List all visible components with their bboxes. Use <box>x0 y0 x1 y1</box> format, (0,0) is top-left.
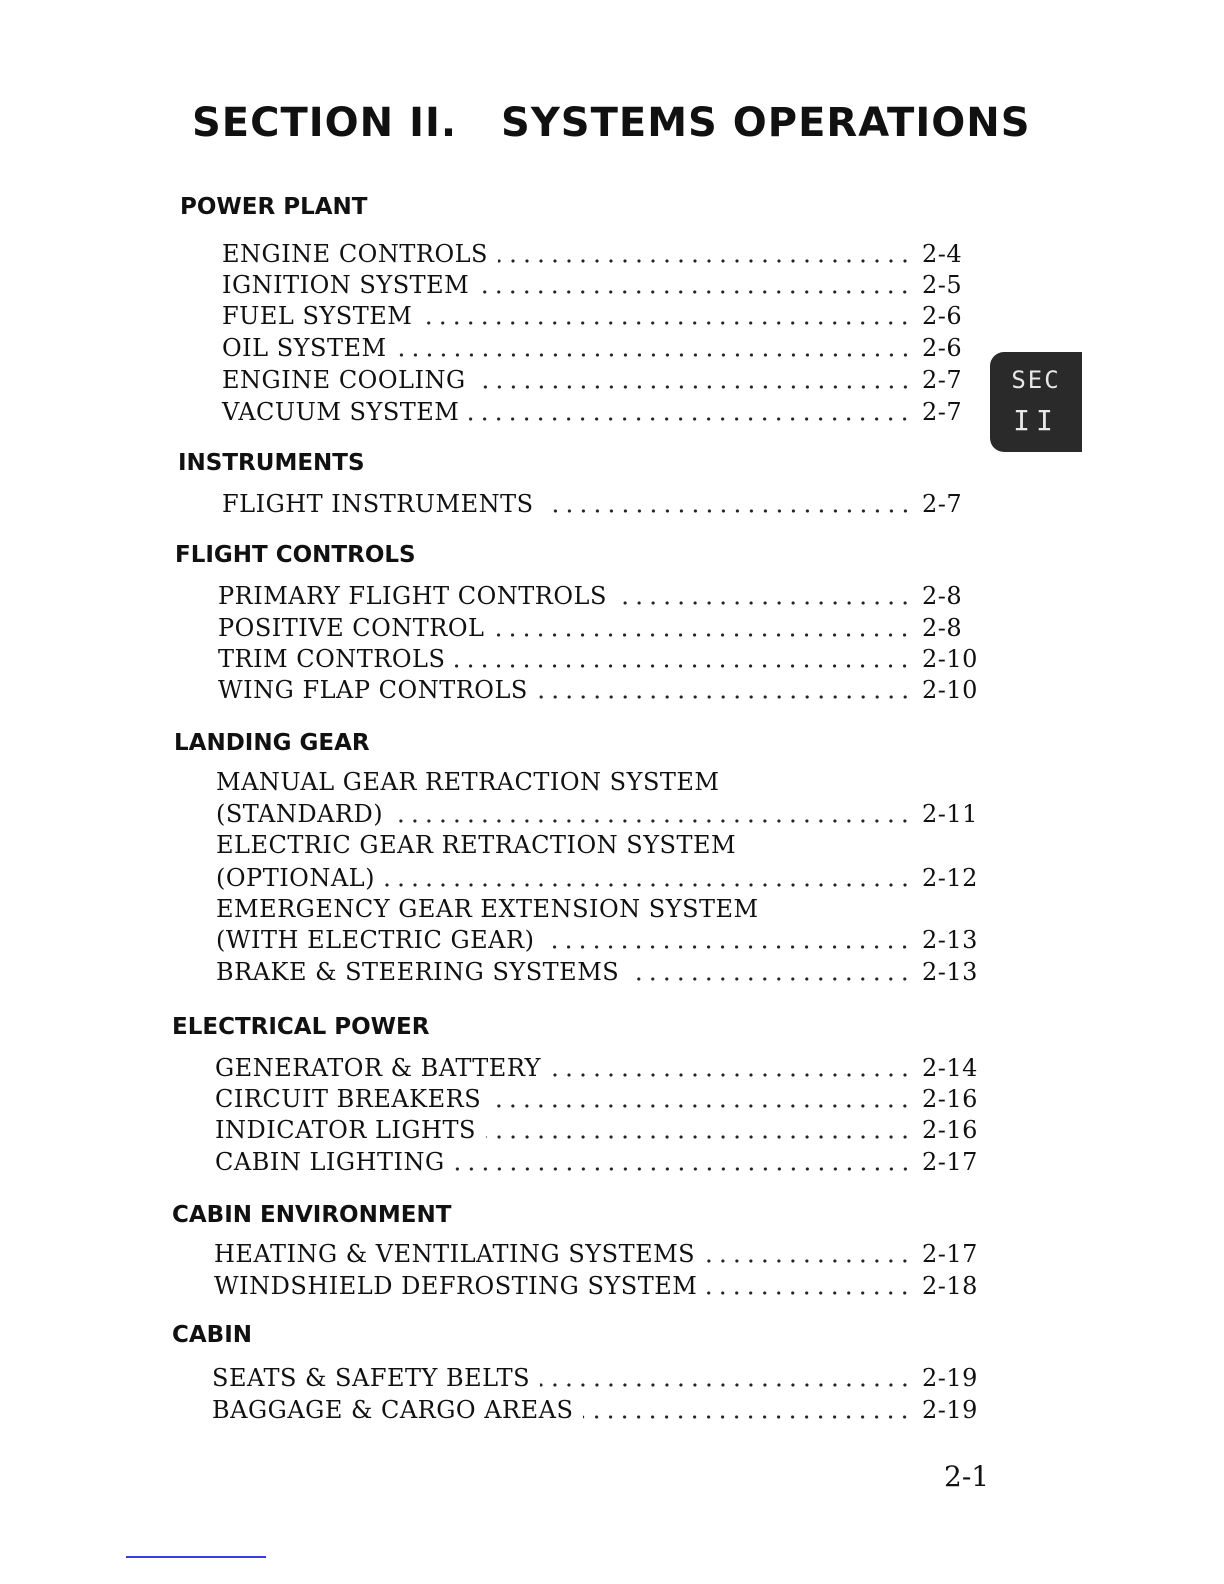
toc-entry-page: 2-13 <box>922 926 978 954</box>
toc-entry-page: 2-18 <box>922 1272 978 1300</box>
toc-entry-label: SEATS & SAFETY BELTS <box>212 1364 531 1392</box>
toc-leader-dots <box>486 1134 912 1140</box>
toc-entry-page: 2-19 <box>922 1396 978 1424</box>
toc-leader-dots <box>476 384 912 390</box>
toc-entry[interactable] <box>218 643 980 675</box>
toc-leader-dots <box>491 1103 912 1109</box>
toc-entry-page: 2-10 <box>922 676 978 704</box>
toc-entry-page: 2-4 <box>922 240 963 268</box>
toc-entry[interactable] <box>222 488 980 520</box>
toc-entry-label: MANUAL GEAR RETRACTION SYSTEM <box>216 768 720 796</box>
toc-leader-dots <box>551 1072 912 1078</box>
toc-entry-page: 2-7 <box>922 366 963 394</box>
toc-section-heading: ELECTRICAL POWER <box>172 1014 430 1040</box>
toc-leader-dots <box>455 663 912 669</box>
toc-entry-page: 2-13 <box>922 958 978 986</box>
toc-entry-label: CIRCUIT BREAKERS <box>215 1085 482 1113</box>
toc-entry-page: 2-6 <box>922 334 963 362</box>
toc-entry[interactable] <box>222 238 980 270</box>
toc-leader-dots <box>617 600 912 606</box>
toc-leader-dots <box>707 1290 912 1296</box>
toc-entry-label: INDICATOR LIGHTS <box>215 1116 476 1144</box>
toc-entry-label: TRIM CONTROLS <box>218 645 446 673</box>
toc-entry-page: 2-17 <box>922 1148 978 1176</box>
toc-entry-page: 2-8 <box>922 582 963 610</box>
toc-leader-dots <box>393 818 912 824</box>
toc-entry[interactable] <box>216 893 980 925</box>
toc-section-heading: POWER PLANT <box>180 194 368 220</box>
toc-entry-page: 2-6 <box>922 302 963 330</box>
toc-leader-dots <box>629 976 912 982</box>
toc-section-heading: CABIN ENVIRONMENT <box>172 1202 452 1228</box>
toc-entry[interactable] <box>215 1146 980 1178</box>
toc-entry-page: 2-16 <box>922 1085 978 1113</box>
toc-entry[interactable] <box>216 924 980 956</box>
page-number: 2-1 <box>944 1460 990 1493</box>
toc-entry-page: 2-8 <box>922 614 963 642</box>
toc-entry-page: 2-16 <box>922 1116 978 1144</box>
toc-entry-page: 2-7 <box>922 490 963 518</box>
footer-rule <box>126 1556 266 1558</box>
toc-entry[interactable] <box>218 612 980 644</box>
toc-leader-dots <box>479 289 912 295</box>
toc-section-heading: INSTRUMENTS <box>178 450 365 476</box>
toc-leader-dots <box>469 416 912 422</box>
toc-entry-label: VACUUM SYSTEM <box>222 398 460 426</box>
section-side-tab <box>990 352 1082 452</box>
toc-entry-page: 2-7 <box>922 398 963 426</box>
toc-entry[interactable] <box>212 1362 980 1394</box>
toc-entry-label: (STANDARD) <box>216 800 384 828</box>
toc-entry-label: IGNITION SYSTEM <box>222 271 470 299</box>
toc-entry[interactable] <box>215 1083 980 1115</box>
section-title <box>192 100 1031 146</box>
toc-entry-label: WING FLAP CONTROLS <box>218 676 528 704</box>
toc-entry-label: ELECTRIC GEAR RETRACTION SYSTEM <box>216 831 737 859</box>
toc-entry-page: 2-10 <box>922 645 978 673</box>
toc-leader-dots <box>422 320 912 326</box>
toc-entry-page: 2-19 <box>922 1364 978 1392</box>
toc-entry-label: (WITH ELECTRIC GEAR) <box>216 926 535 954</box>
side-tab-line1: SEC <box>1011 366 1061 394</box>
toc-entry[interactable] <box>212 1394 980 1426</box>
toc-entry-label: WINDSHIELD DEFROSTING SYSTEM <box>214 1272 698 1300</box>
toc-entry[interactable] <box>222 396 980 428</box>
toc-entry[interactable] <box>216 829 980 861</box>
toc-entry[interactable] <box>215 1052 980 1084</box>
toc-entry-label: BAGGAGE & CARGO AREAS <box>212 1396 574 1424</box>
toc-entry-label: ENGINE CONTROLS <box>222 240 488 268</box>
toc-entry-label: POSITIVE CONTROL <box>218 614 485 642</box>
toc-entry-page: 2-12 <box>922 864 978 892</box>
toc-entry-label: EMERGENCY GEAR EXTENSION SYSTEM <box>216 895 759 923</box>
toc-entry-label: OIL SYSTEM <box>222 334 387 362</box>
toc-entry-page: 2-5 <box>922 271 963 299</box>
toc-leader-dots <box>494 632 912 638</box>
toc-entry-page: 2-17 <box>922 1240 978 1268</box>
toc-entry[interactable] <box>222 364 980 396</box>
toc-leader-dots <box>538 694 912 700</box>
toc-entry-label: ENGINE COOLING <box>222 366 466 394</box>
toc-entry[interactable] <box>222 332 980 364</box>
toc-entry[interactable] <box>214 1270 980 1302</box>
toc-entry[interactable] <box>216 798 980 830</box>
toc-entry[interactable] <box>218 580 980 612</box>
toc-section-heading: LANDING GEAR <box>174 730 370 756</box>
toc-entry-label: CABIN LIGHTING <box>215 1148 445 1176</box>
toc-entry-label: (OPTIONAL) <box>216 864 375 892</box>
section-title-number: SECTION II. <box>192 100 458 146</box>
section-title-name: SYSTEMS OPERATIONS <box>501 100 1031 146</box>
toc-entry-label: FLIGHT INSTRUMENTS <box>222 490 534 518</box>
toc-leader-dots <box>544 508 912 514</box>
toc-section-heading: CABIN <box>172 1322 253 1348</box>
toc-entry-label: PRIMARY FLIGHT CONTROLS <box>218 582 607 610</box>
toc-leader-dots <box>540 1382 912 1388</box>
toc-leader-dots <box>705 1258 912 1264</box>
toc-entry[interactable] <box>214 1238 980 1270</box>
toc-section-heading: FLIGHT CONTROLS <box>175 542 416 568</box>
toc-entry[interactable] <box>222 269 980 301</box>
toc-leader-dots <box>544 944 912 950</box>
side-tab-line2: II <box>1013 404 1059 437</box>
toc-entry[interactable] <box>218 674 980 706</box>
toc-leader-dots <box>385 882 912 888</box>
toc-entry[interactable] <box>216 862 980 894</box>
toc-entry-label: BRAKE & STEERING SYSTEMS <box>216 958 620 986</box>
toc-entry-page: 2-14 <box>922 1054 978 1082</box>
toc-leader-dots <box>583 1414 912 1420</box>
toc-leader-dots <box>397 352 912 358</box>
toc-leader-dots <box>498 258 912 264</box>
toc-entry-label: HEATING & VENTILATING SYSTEMS <box>214 1240 696 1268</box>
toc-entry-page: 2-11 <box>922 800 978 828</box>
toc-entry[interactable] <box>216 766 980 798</box>
toc-leader-dots <box>455 1166 912 1172</box>
toc-entry[interactable] <box>215 1114 980 1146</box>
toc-entry-label: FUEL SYSTEM <box>222 302 413 330</box>
toc-entry-label: GENERATOR & BATTERY <box>215 1054 541 1082</box>
toc-entry[interactable] <box>222 300 980 332</box>
toc-entry[interactable] <box>216 956 980 988</box>
